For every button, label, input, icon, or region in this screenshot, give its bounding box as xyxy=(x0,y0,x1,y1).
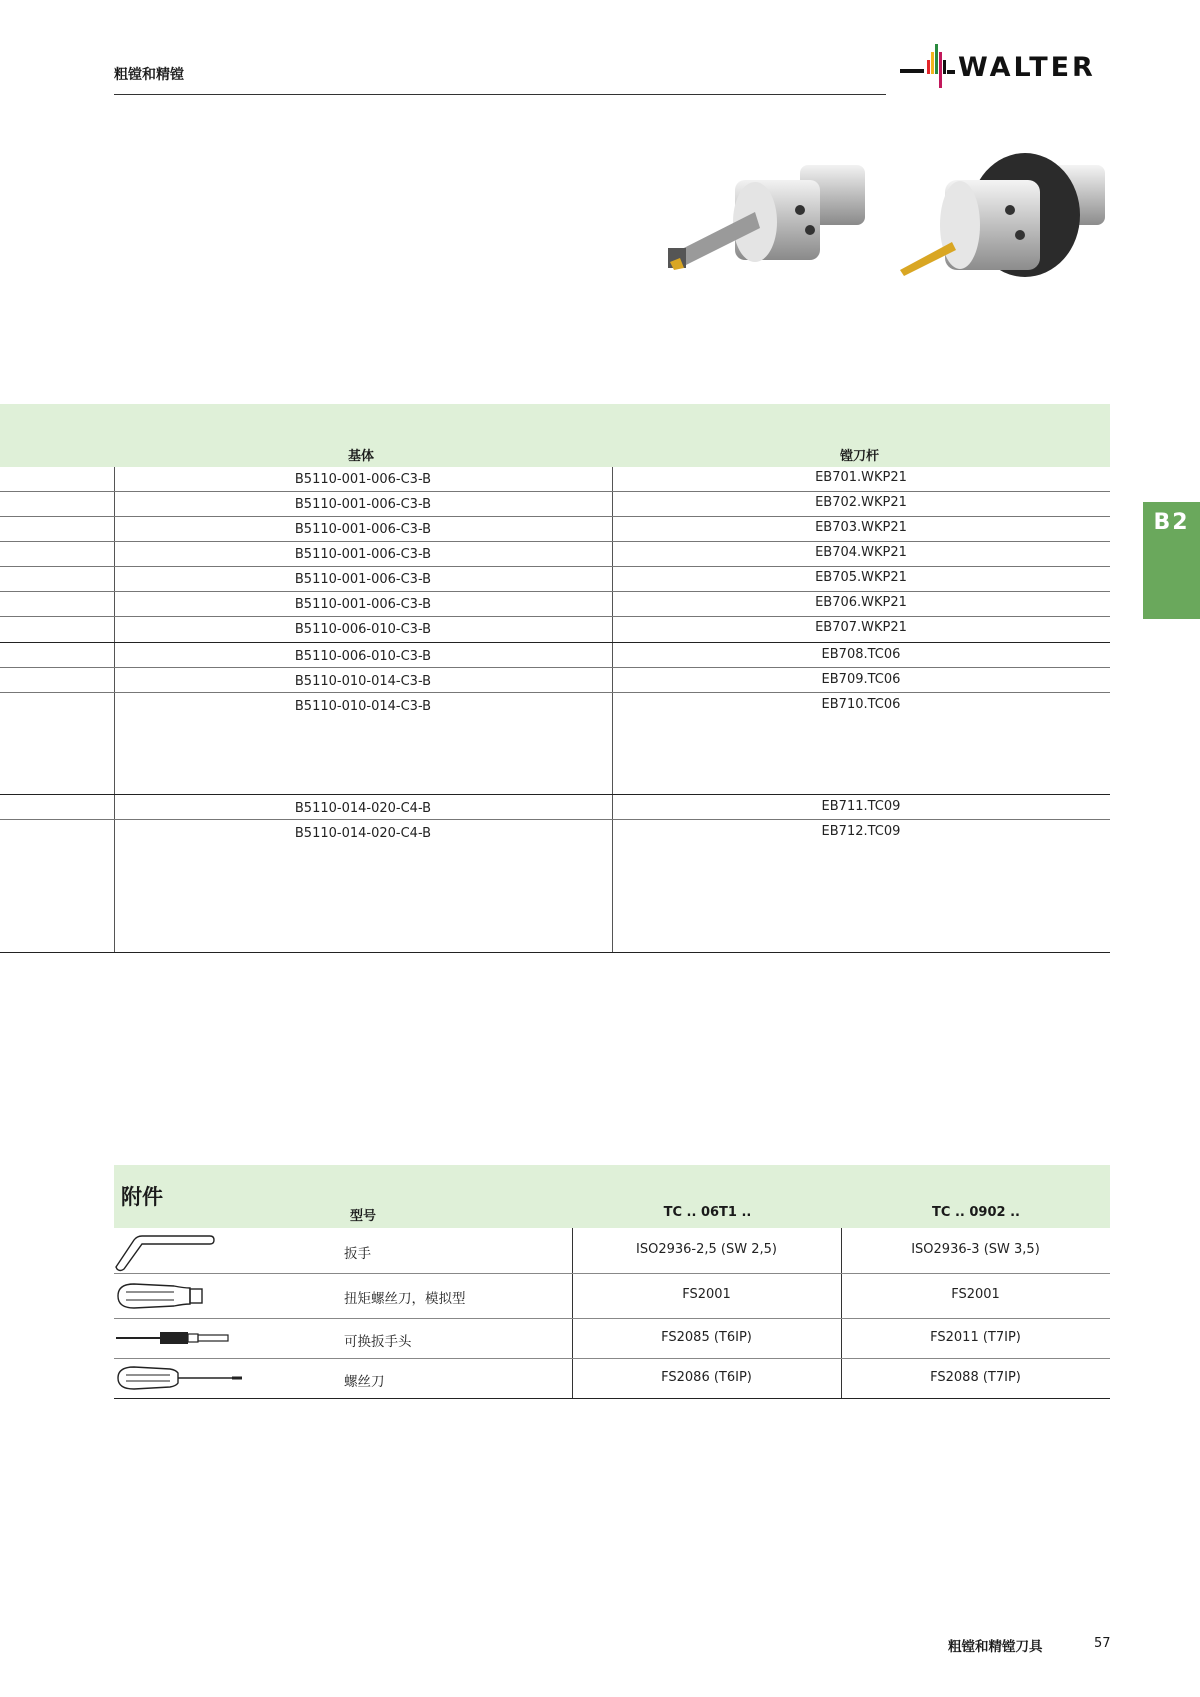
table-cell-boring-bar: EB709.TC06 xyxy=(821,672,901,687)
table-cell-base: B5110-001-006-C3-B xyxy=(294,522,432,537)
table-cell-boring-bar: EB703.WKP21 xyxy=(815,520,907,535)
table-cell-base: B5110-001-006-C3-B xyxy=(294,472,432,487)
accessory-name: 螺丝刀 xyxy=(344,1374,385,1390)
accessory-tc09: FS2011 (T7IP) xyxy=(930,1330,1021,1345)
table-cell-boring-bar: EB712.TC09 xyxy=(821,824,901,839)
logo-text: WALTER xyxy=(958,52,1096,83)
logo-mark-icon xyxy=(900,40,960,96)
accessory-tc09: ISO2936-3 (SW 3,5) xyxy=(911,1242,1040,1257)
accessory-tc06: FS2085 (T6IP) xyxy=(661,1330,752,1345)
column-header-boring-bar: 镗刀杆 xyxy=(840,449,880,464)
accessory-tc09: FS2001 xyxy=(951,1287,1000,1302)
chapter-tab xyxy=(1143,502,1200,619)
footer-title: 粗镗和精镗刀具 xyxy=(948,1639,1043,1655)
column-header-tc06: TC .. 06T1 .. xyxy=(663,1205,752,1220)
hex-key-icon xyxy=(114,1232,224,1272)
table-cell-base: B5110-014-020-C4-B xyxy=(294,826,432,841)
accessory-tc09: FS2088 (T7IP) xyxy=(930,1370,1021,1385)
table-cell-base: B5110-001-006-C3-B xyxy=(294,547,432,562)
accessory-tc06: FS2086 (T6IP) xyxy=(661,1370,752,1385)
column-header-model: 型号 xyxy=(350,1209,377,1224)
column-header-base: 基体 xyxy=(348,449,375,464)
boring-tool-image-1 xyxy=(660,150,880,290)
accessory-tc06: FS2001 xyxy=(682,1287,731,1302)
table-cell-boring-bar: EB707.WKP21 xyxy=(815,620,907,635)
table-cell-base: B5110-010-014-C3-B xyxy=(294,674,432,689)
interchangeable-bit-icon xyxy=(114,1326,234,1350)
table-cell-base: B5110-006-010-C3-B xyxy=(294,649,432,664)
accessories-body xyxy=(114,1228,1110,1400)
table-cell-base: B5110-010-014-C3-B xyxy=(294,699,432,714)
walter-logo xyxy=(900,40,1110,96)
main-table-header xyxy=(0,404,1110,467)
table-cell-boring-bar: EB701.WKP21 xyxy=(815,470,907,485)
accessory-name: 扭矩螺丝刀，模拟型 xyxy=(344,1291,466,1307)
table-cell-boring-bar: EB702.WKP21 xyxy=(815,495,907,510)
column-header-tc09: TC .. 0902 .. xyxy=(932,1205,1020,1220)
table-cell-base: B5110-001-006-C3-B xyxy=(294,597,432,612)
accessories-header xyxy=(114,1165,1110,1228)
table-cell-boring-bar: EB706.WKP21 xyxy=(815,595,907,610)
boring-tool-image-2 xyxy=(890,150,1110,290)
table-cell-boring-bar: EB708.TC06 xyxy=(821,647,901,662)
table-cell-boring-bar: EB711.TC09 xyxy=(821,799,901,814)
table-cell-base: B5110-006-010-C3-B xyxy=(294,622,432,637)
table-cell-base: B5110-014-020-C4-B xyxy=(294,801,432,816)
table-cell-boring-bar: EB710.TC06 xyxy=(821,697,901,712)
table-cell-boring-bar: EB704.WKP21 xyxy=(815,545,907,560)
table-cell-boring-bar: EB705.WKP21 xyxy=(815,570,907,585)
accessory-tc06: ISO2936-2,5 (SW 2,5) xyxy=(636,1242,777,1257)
section-title: 粗镗和精镗 xyxy=(114,67,184,83)
table-cell-base: B5110-001-006-C3-B xyxy=(294,572,432,587)
main-table-body xyxy=(0,467,1110,953)
torque-screwdriver-icon xyxy=(114,1278,224,1314)
table-cell-base: B5110-001-006-C3-B xyxy=(294,497,432,512)
screwdriver-icon xyxy=(114,1362,244,1394)
chapter-tab-label: B2 xyxy=(1153,510,1190,535)
page-number: 57 xyxy=(1094,1636,1111,1651)
header-rule xyxy=(114,94,886,95)
accessory-name: 扳手 xyxy=(344,1246,371,1262)
accessories-title: 附件 xyxy=(121,1185,163,1209)
accessory-name: 可换扳手头 xyxy=(344,1334,412,1350)
